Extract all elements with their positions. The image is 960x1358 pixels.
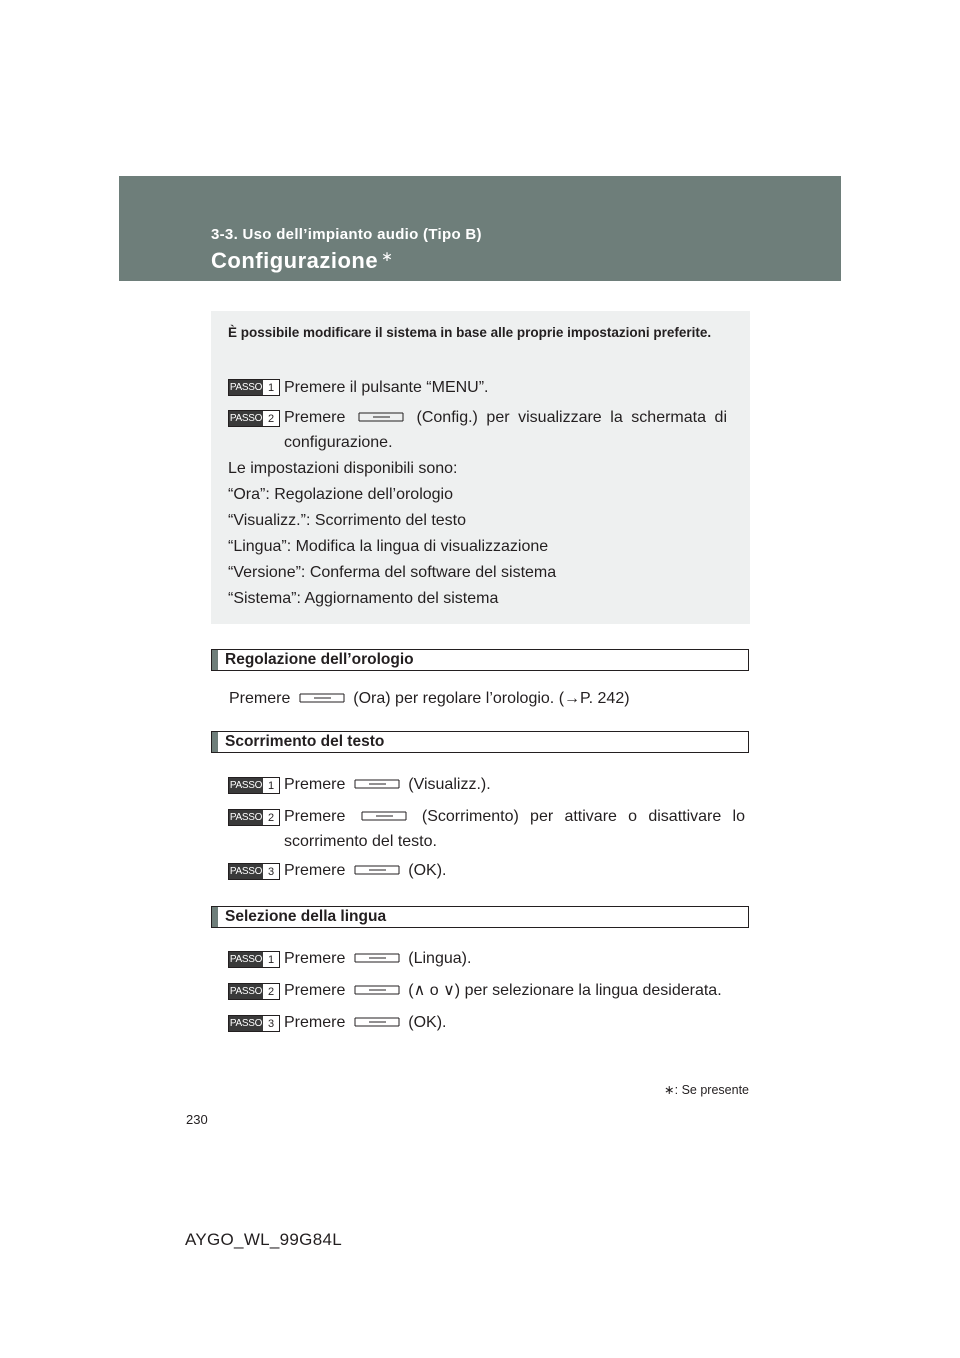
button-icon (358, 412, 404, 422)
intro-line: “Lingua”: Modifica la lingua di visualizzazione (228, 538, 549, 555)
step-text (284, 859, 446, 883)
step-badge (228, 1015, 280, 1032)
step-text (284, 773, 491, 797)
step-badge (228, 777, 280, 794)
intro-line: “Visualizz.”: Scorrimento del testo (228, 512, 467, 529)
asterisk-icon: ∗ (664, 1083, 675, 1097)
step-badge-word: PASSO (229, 954, 263, 965)
intro-text: È possibile modificare il sistema in base alle proprie impostazioni preferite. (228, 325, 712, 340)
step-badge-number: 1 (267, 779, 275, 792)
step-badge (228, 410, 280, 427)
subheading-text: Selezione della lingua (225, 908, 387, 925)
step-badge-number: 2 (267, 412, 275, 425)
step-text-before: Premere (284, 776, 346, 793)
section-label: 3-3. Uso dell’impianto audio (Tipo B) (211, 226, 482, 243)
step-badge-number: 3 (267, 1017, 275, 1030)
section-text-after: (Ora) per regolare l’orologio. (→P. 242) (353, 690, 630, 707)
step-text-after: (OK). (408, 862, 447, 879)
step-badge-number: 3 (267, 865, 275, 878)
step-text-after: (Visualizz.). (408, 776, 491, 793)
step-text (284, 1011, 446, 1035)
step-badge-number: 1 (267, 381, 275, 394)
step-text-continuation: scorrimento del testo. (284, 833, 437, 850)
step-badge-number: 2 (267, 811, 275, 824)
page-number: 230 (186, 1112, 208, 1127)
step-text (284, 947, 471, 971)
step-badge-word: PASSO (229, 866, 263, 877)
footnote (664, 1082, 749, 1097)
step-badge-word: PASSO (229, 986, 263, 997)
step-text-after: (Config.) per visualizzare la schermata di (416, 409, 728, 426)
asterisk-icon: ∗ (381, 248, 394, 264)
subheading-text: Regolazione dell’orologio (225, 651, 414, 668)
button-icon (354, 865, 400, 875)
section-text (229, 687, 630, 711)
step-text-after: (Lingua). (408, 950, 472, 967)
step-badge-number: 2 (267, 985, 275, 998)
intro-line: “Sistema”: Aggiornamento del sistema (228, 590, 499, 607)
button-icon (354, 779, 400, 789)
button-icon (354, 1017, 400, 1027)
subheading-text: Scorrimento del testo (225, 733, 385, 750)
subheading-bar (212, 650, 218, 670)
step-text-before: Premere (284, 950, 346, 967)
subheading (211, 906, 749, 928)
subheading-bar (212, 907, 218, 927)
button-icon (354, 985, 400, 995)
step-text: Premere il pulsante “MENU”. (284, 379, 489, 396)
step-badge-word: PASSO (229, 812, 263, 823)
step-text-before: Premere (284, 1014, 346, 1031)
page-title (211, 248, 393, 274)
footnote-text: : Se presente (674, 1083, 749, 1097)
step-text-before: Premere (284, 862, 346, 879)
step-text (284, 406, 727, 430)
button-icon (354, 953, 400, 963)
step-text-before: Premere (284, 808, 346, 825)
subheading-bar (212, 732, 218, 752)
step-badge-number: 1 (267, 953, 275, 966)
step-text (284, 979, 722, 1003)
page-title-text: Configurazione (211, 248, 379, 273)
button-icon (299, 693, 345, 703)
step-badge (228, 809, 280, 826)
step-badge-word: PASSO (229, 382, 263, 393)
step-badge (228, 863, 280, 880)
step-badge (228, 951, 280, 968)
step-badge-word: PASSO (229, 1018, 263, 1029)
document-code: AYGO_WL_99G84L (185, 1230, 342, 1249)
subheading (211, 731, 749, 753)
step-badge-word: PASSO (229, 413, 263, 424)
step-text (284, 805, 745, 829)
subheading (211, 649, 749, 671)
intro-line: “Ora”: Regolazione dell’orologio (228, 486, 454, 503)
step-badge (228, 983, 280, 1000)
step-text-before: Premere (284, 982, 346, 999)
section-text-before: Premere (229, 690, 291, 707)
step-text-before: Premere (284, 409, 346, 426)
intro-line: Le impostazioni disponibili sono: (228, 460, 458, 477)
step-text-after: (Scorrimento) per attivare o disattivare lo (421, 808, 745, 825)
step-text-after: (∧ o ∨) per selezionare la lingua desiderata. (408, 982, 722, 999)
step-badge-word: PASSO (229, 780, 263, 791)
button-icon (361, 811, 407, 821)
intro-line: “Versione”: Conferma del software del sistema (228, 564, 557, 581)
step-badge (228, 379, 280, 396)
step-text-continuation: configurazione. (284, 434, 393, 451)
step-text-after: (OK). (408, 1014, 447, 1031)
